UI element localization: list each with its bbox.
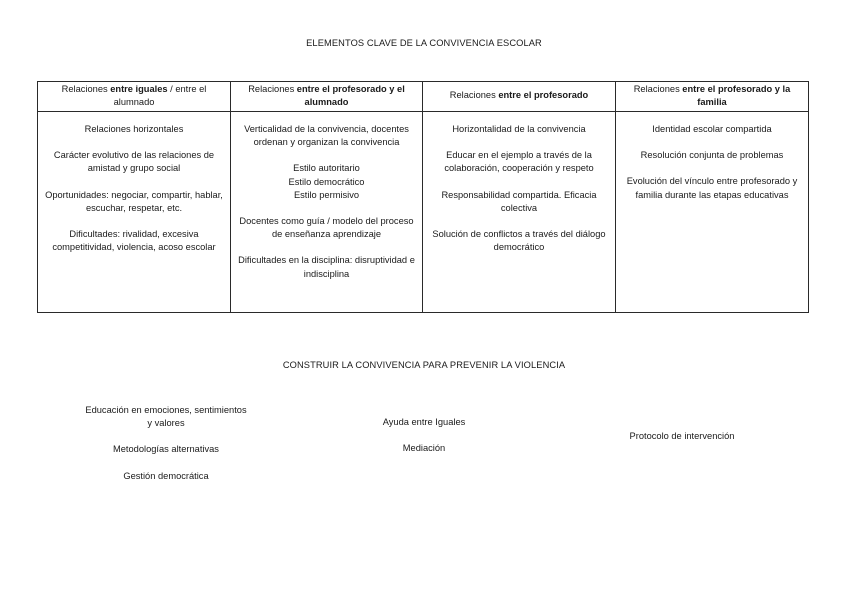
header-teachers: Relaciones entre el profesorado xyxy=(423,82,616,112)
cell-paragraph: Evolución del vínculo entre profesorado y familia durante las etapas educativas xyxy=(626,176,798,200)
cell-teacher-family xyxy=(616,112,809,313)
cell-paragraph: Educar en el ejemplo a través de la colaboración, cooperación y respeto xyxy=(444,150,594,174)
measures-right-group xyxy=(596,430,768,443)
header-teacher-family: Relaciones entre el profesorado y la familia xyxy=(616,82,809,112)
page-title: ELEMENTOS CLAVE DE LA CONVIVENCIA ESCOLAR xyxy=(306,38,542,48)
cell-line: Estilo permisivo xyxy=(293,189,360,200)
measure-item: Educación en emociones, sentimientos y valores xyxy=(85,405,247,429)
cell-paragraph xyxy=(236,162,417,202)
cell-paragraph: Responsabilidad compartida. Eficacia colectiva xyxy=(441,189,597,213)
cell-line: Estilo democrático xyxy=(288,176,365,187)
cell-paragraph: Verticalidad de la convivencia, docentes ordenan y organizan la convivencia xyxy=(244,124,409,148)
cell-teacher-student xyxy=(231,112,423,313)
table-body-row xyxy=(38,112,809,313)
table-header-row xyxy=(38,82,809,112)
cell-paragraph: Dificultades en la disciplina: disruptividad e indisciplina xyxy=(238,255,415,279)
cell-paragraph: Carácter evolutivo de las relaciones de amistad y grupo social xyxy=(53,150,215,174)
section-title: CONSTRUIR LA CONVIVENCIA PARA PREVENIR LA VIOLENCIA xyxy=(282,360,566,370)
cell-paragraph: Relaciones horizontales xyxy=(84,124,184,134)
cell-paragraph: Identidad escolar compartida xyxy=(652,124,772,134)
cell-peers xyxy=(38,112,231,313)
cell-paragraph: Oportunidades: negociar, compartir, hablar, escuchar, respetar, etc. xyxy=(45,189,223,213)
measure-item: Metodologías alternativas xyxy=(113,444,219,455)
cell-teachers xyxy=(423,112,616,313)
measure-item: Protocolo de intervención xyxy=(629,431,735,441)
measure-item: Gestión democrática xyxy=(123,470,209,481)
key-elements-table xyxy=(37,81,809,313)
measure-item: Mediación xyxy=(402,443,446,454)
measure-item: Ayuda entre Iguales xyxy=(382,417,466,427)
measures-middle-group xyxy=(334,416,514,468)
header-teacher-student: Relaciones entre el profesorado y el alumnado xyxy=(231,82,423,112)
cell-paragraph: Solución de conflictos a través del diálogo democrático xyxy=(432,228,606,253)
cell-paragraph: Dificultades: rivalidad, excesiva competitividad, violencia, acoso escolar xyxy=(52,228,216,253)
cell-paragraph: Docentes como guía / modelo del proceso de enseñanza aprendizaje xyxy=(239,215,414,240)
cell-paragraph: Horizontalidad de la convivencia xyxy=(452,124,586,134)
cell-paragraph: Resolución conjunta de problemas xyxy=(640,150,784,161)
cell-line: Estilo autoritario xyxy=(293,163,360,174)
header-peers: Relaciones entre iguales / entre el alumnado xyxy=(38,82,231,112)
measures-left-group xyxy=(85,404,247,496)
